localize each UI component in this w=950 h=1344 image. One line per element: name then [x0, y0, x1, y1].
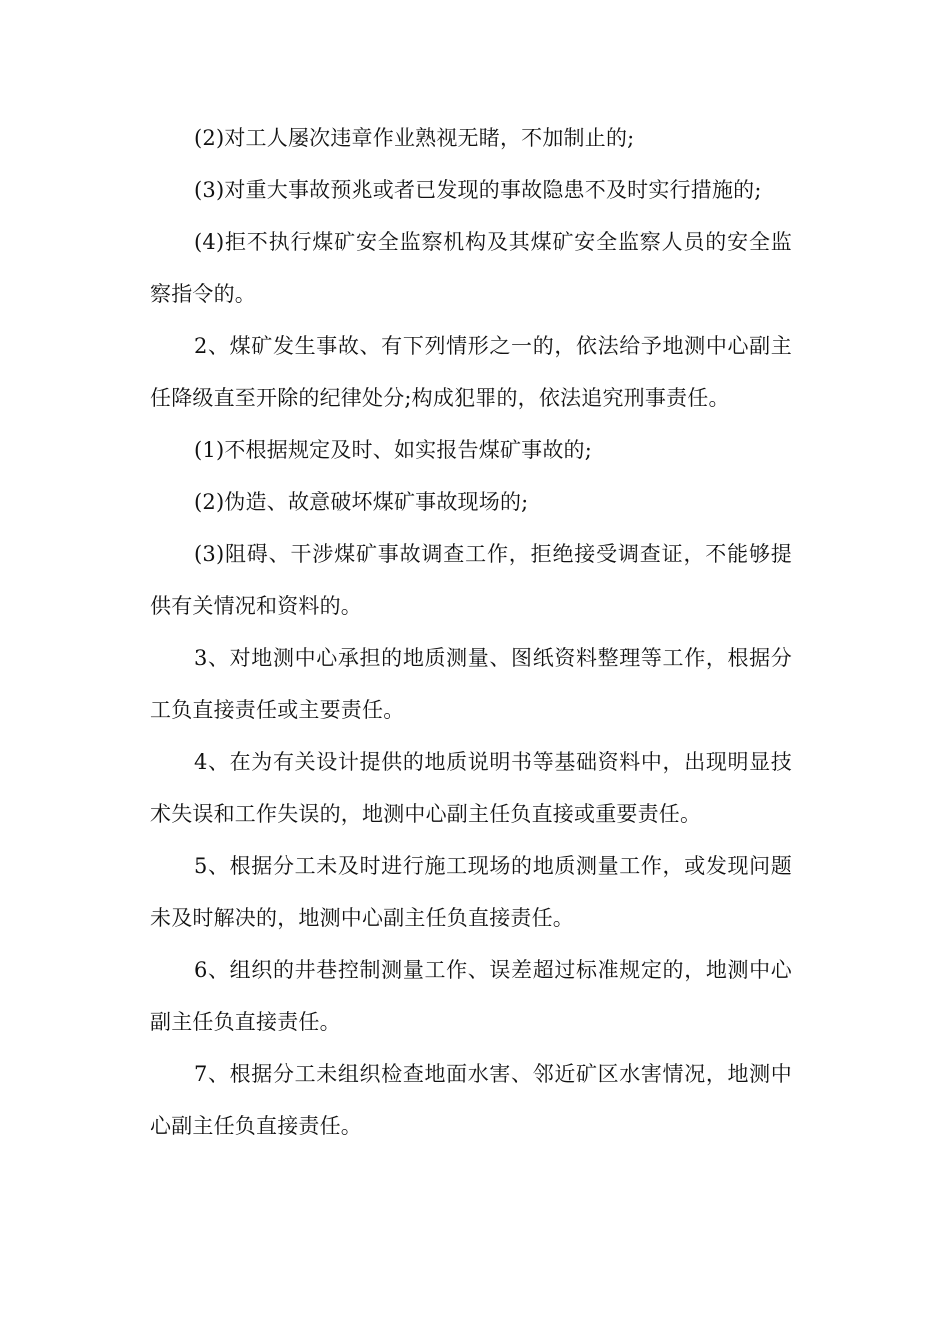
- paragraph-section-6: 6、组织的井巷控制测量工作、误差超过标准规定的，地测中心副主任负直接责任。: [150, 958, 792, 1034]
- paragraph-section-4: 4、在为有关设计提供的地质说明书等基础资料中，出现明显技术失误和工作失误的，地测中心副主任负直接或重要责任。: [150, 750, 792, 826]
- document-body: [150, 112, 792, 1152]
- paragraph-item-1: (1)不根据规定及时、如实报告煤矿事故的;: [194, 438, 593, 462]
- paragraph-item-2b: (2)伪造、故意破坏煤矿事故现场的;: [194, 490, 529, 514]
- paragraph-item-4: (4)拒不执行煤矿安全监察机构及其煤矿安全监察人员的安全监察指令的。: [150, 230, 792, 306]
- paragraph-item-2: (2)对工人屡次违章作业熟视无睹，不加制止的;: [194, 126, 635, 150]
- paragraph-item-3: (3)对重大事故预兆或者已发现的事故隐患不及时实行措施的;: [194, 178, 762, 202]
- paragraph-section-5: 5、根据分工未及时进行施工现场的地质测量工作，或发现问题未及时解决的，地测中心副主任负直接责任。: [150, 854, 792, 930]
- paragraph-section-3: 3、对地测中心承担的地质测量、图纸资料整理等工作，根据分工负直接责任或主要责任。: [150, 646, 792, 722]
- paragraph-section-2: 2、煤矿发生事故、有下列情形之一的，依法给予地测中心副主任降级直至开除的纪律处分;构成犯罪的，依法追究刑事责任。: [150, 334, 792, 410]
- paragraph-section-7: 7、根据分工未组织检查地面水害、邻近矿区水害情况，地测中心副主任负直接责任。: [150, 1062, 792, 1138]
- paragraph-item-3b: (3)阻碍、干涉煤矿事故调查工作，拒绝接受调查证，不能够提供有关情况和资料的。: [150, 542, 792, 618]
